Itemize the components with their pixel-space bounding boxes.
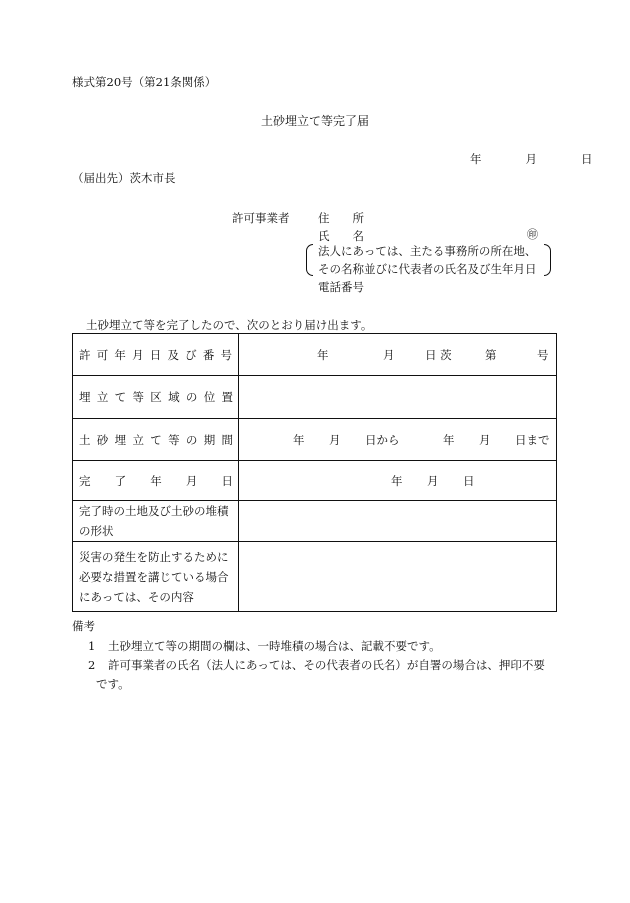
applicant-label: 許可事業者 — [232, 211, 290, 225]
completion-month: 月 — [427, 473, 439, 488]
corporation-note-line1: 法人にあっては、主たる事務所の所在地、 — [318, 244, 537, 258]
label-char: 砂 — [96, 432, 109, 447]
name-label: 氏 名 — [318, 229, 364, 243]
label-char: 及 — [167, 347, 179, 362]
period-field[interactable] — [239, 419, 557, 461]
table-row — [73, 376, 557, 419]
label-char: 等 — [168, 432, 180, 447]
date-day-label: 日 — [581, 152, 593, 166]
label-char: 号 — [220, 347, 232, 362]
label-char: 立 — [132, 432, 144, 447]
completion-date-label — [73, 461, 239, 501]
note-1-text: 土砂埋立て等の期間の欄は、一時堆積の場合は、記載不要です。 — [108, 639, 441, 653]
label-char: 等 — [132, 390, 144, 404]
period-label — [73, 419, 239, 461]
label-char: 月 — [185, 473, 198, 488]
disaster-label-line2: 必要な措置を講じている場合 — [79, 569, 229, 584]
completion-year: 年 — [391, 473, 403, 488]
label-char — [79, 345, 232, 365]
disaster-label-line1: 災害の発生を防止するために — [79, 549, 229, 564]
intro-text: 土砂埋立て等を完了したので、次のとおり届け出ます。 — [86, 318, 373, 332]
period-from-day: 日から — [365, 432, 400, 447]
label-char: 域 — [168, 390, 180, 404]
disaster-label-line3: にあっては、その内容 — [79, 589, 194, 604]
form-number: 様式第20号（第21条関係） — [72, 75, 217, 89]
period-from-month: 月 — [329, 432, 341, 447]
recipient: （届出先）茨木市長 — [72, 171, 176, 185]
bracket-right — [544, 244, 551, 276]
note-2-text: 許可事業者の氏名（法人にあっては、その代表者の氏名）が自署の場合は、押印不要 — [108, 658, 545, 672]
seal-mark: ㊞ — [527, 228, 538, 241]
note-1-number: 1 — [88, 639, 96, 653]
location-label — [73, 376, 239, 419]
label-char: 完 — [79, 473, 91, 488]
label-char: 置 — [221, 390, 233, 404]
label-char: 可 — [96, 347, 109, 362]
table-row — [73, 501, 557, 542]
label-char: 日 — [221, 473, 233, 488]
shape-label — [73, 501, 239, 542]
form-table — [72, 333, 557, 612]
label-char: 区 — [150, 390, 162, 404]
address-label: 住 所 — [318, 211, 364, 225]
table-row — [73, 542, 557, 612]
submission-date — [470, 151, 593, 167]
permit-date-number-field[interactable] — [239, 334, 557, 376]
disaster-prevention-field[interactable] — [239, 542, 557, 612]
label-char: 土 — [79, 432, 91, 447]
corporation-note-line2: その名称並びに代表者の氏名及び生年月日 — [318, 262, 537, 276]
permit-dai-label: 第 — [485, 347, 497, 362]
bracket-left — [306, 244, 313, 276]
period-to-month: 月 — [479, 432, 491, 447]
table-row — [73, 461, 557, 501]
label-char: 立 — [96, 390, 109, 404]
permit-go-label: 号 — [537, 347, 549, 362]
label-char: 了 — [114, 473, 127, 488]
period-to-day: 日まで — [515, 432, 550, 447]
document-title: 土砂埋立て等完了届 — [260, 114, 369, 128]
phone-label: 電話番号 — [318, 280, 364, 294]
label-char: 番 — [202, 347, 215, 362]
label-char: 許 — [79, 347, 91, 362]
disaster-prevention-label — [73, 542, 239, 612]
location-field[interactable] — [239, 376, 557, 419]
label-char: 日 — [149, 347, 162, 362]
period-to-year: 年 — [443, 432, 455, 447]
label-char: 埋 — [114, 432, 127, 447]
note-2 — [88, 657, 545, 673]
table-row — [73, 419, 557, 461]
shape-field[interactable] — [239, 501, 557, 542]
completion-date-field[interactable] — [239, 461, 557, 501]
label-char: 月 — [132, 347, 144, 362]
permit-year-label: 年 — [317, 347, 329, 362]
date-year-label: 年 — [470, 152, 482, 166]
label-char: て — [150, 432, 162, 447]
date-month-label: 月 — [525, 152, 537, 166]
note-2-continuation: です。 — [96, 677, 130, 691]
permit-label-text — [79, 345, 232, 365]
label-char: び — [185, 347, 197, 362]
label-char: 間 — [221, 432, 233, 447]
permit-date-number-label — [73, 334, 239, 376]
table-row — [73, 334, 557, 376]
shape-label-line1: 完了時の土地及び土砂の堆積 — [79, 504, 229, 518]
label-char: 年 — [114, 347, 126, 362]
notes-title: 備考 — [72, 619, 95, 633]
label-char: 埋 — [79, 390, 91, 404]
permit-day-city-label: 日 茨 — [425, 347, 452, 362]
label-char: 位 — [203, 390, 216, 404]
label-char: 年 — [150, 473, 162, 488]
note-2-number: 2 — [88, 658, 96, 672]
label-char: の — [185, 390, 198, 404]
label-char: て — [114, 390, 127, 404]
period-from-year: 年 — [293, 432, 305, 447]
permit-month-label: 月 — [383, 347, 395, 362]
note-1 — [88, 638, 441, 654]
period-label-text — [79, 430, 233, 450]
shape-label-line2: の形状 — [79, 524, 114, 538]
location-label-text — [79, 387, 233, 407]
label-char: の — [185, 432, 198, 447]
label-char: 期 — [203, 432, 216, 447]
completion-day: 日 — [463, 473, 475, 488]
completion-date-label-text — [79, 471, 233, 491]
